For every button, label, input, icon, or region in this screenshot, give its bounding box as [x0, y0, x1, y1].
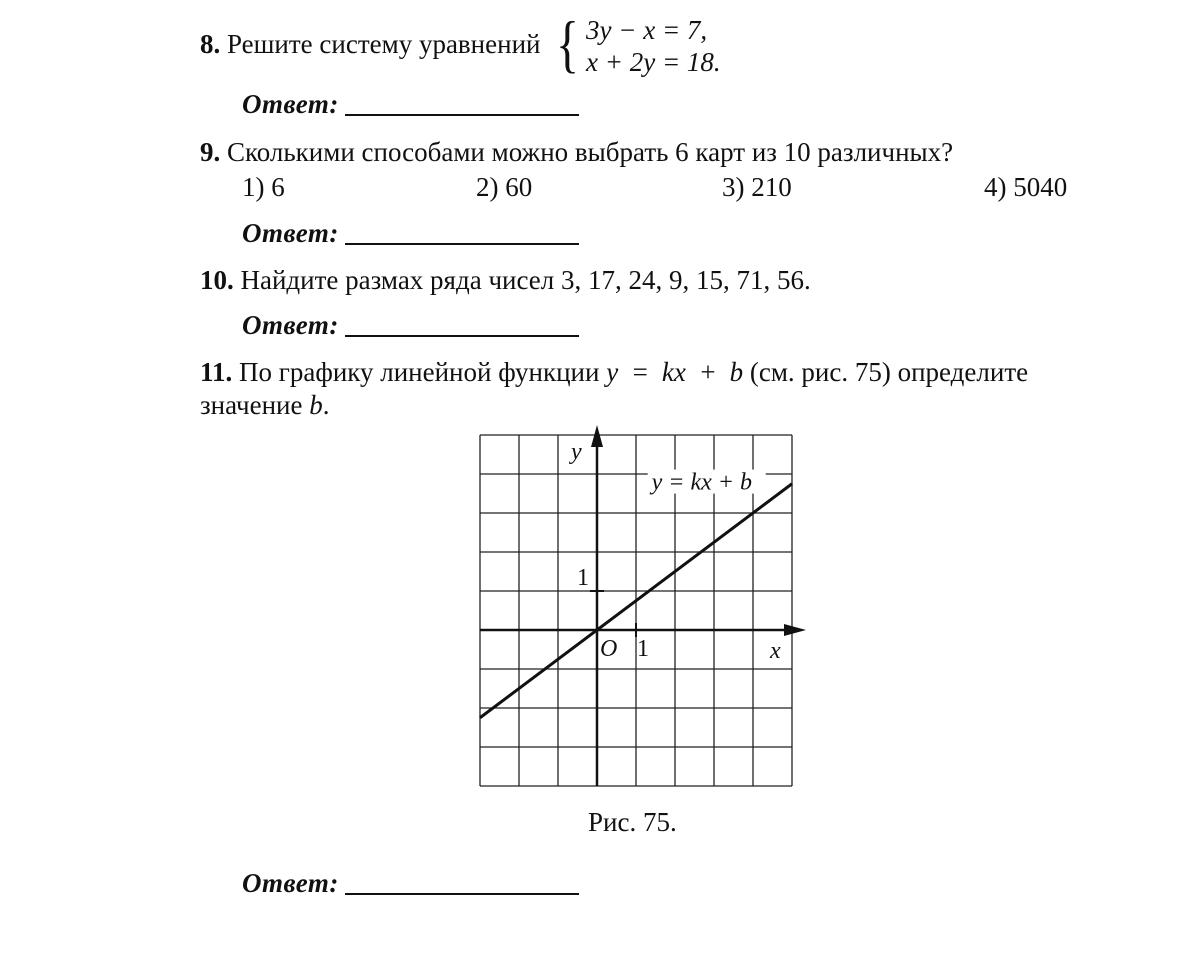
answer-label: Ответ:: [242, 218, 339, 248]
problem-punctuation: .: [322, 390, 330, 420]
problem-8: [200, 28, 540, 60]
problem-10: [200, 264, 811, 296]
option-2[interactable]: 2) 60: [476, 172, 533, 202]
option-3[interactable]: 3) 210: [722, 172, 792, 202]
problem-text: Решите систему уравнений: [227, 29, 541, 59]
answer-label: Ответ:: [242, 89, 339, 119]
system-equation-2: x + 2y = 18.: [586, 47, 721, 77]
problem-11: [200, 356, 1028, 388]
answer-label: Ответ:: [242, 310, 339, 340]
option-1[interactable]: 1) 6: [242, 172, 285, 202]
x-unit-label: 1: [637, 636, 649, 662]
y-unit-label: 1: [577, 565, 589, 591]
graph-figure: [470, 425, 810, 795]
problem-text: Сколькими способами можно выбрать 6 карт из 10 различных?: [227, 137, 954, 167]
problem-text: (см. рис. 75) определите: [749, 357, 1029, 387]
answer-field[interactable]: [345, 335, 579, 337]
problem-number: 8.: [200, 29, 221, 59]
figure-caption: Рис. 75.: [588, 807, 677, 837]
problem-number: 9.: [200, 137, 221, 167]
system-equation-1: 3y − x = 7,: [586, 15, 708, 45]
x-axis-arrow: [784, 624, 806, 636]
problem-variable: b: [309, 390, 323, 420]
problem-number: 11.: [200, 357, 233, 387]
answer-field[interactable]: [345, 114, 579, 116]
system-brace: {: [556, 8, 580, 79]
answer-field[interactable]: [345, 893, 579, 895]
problem-text: значение: [200, 390, 303, 420]
answer-label: Ответ:: [242, 868, 339, 898]
problem-text: По графику линейной функции: [239, 357, 600, 387]
problem-text: Найдите размах ряда чисел 3, 17, 24, 9, 15, 71, 56.: [240, 265, 811, 295]
line-label: y = kx + b: [651, 469, 752, 496]
problem-11-line-2: [200, 389, 329, 421]
x-axis-label: x: [770, 638, 781, 664]
problem-formula: y = kx + b: [606, 357, 744, 387]
y-axis-arrow: [591, 425, 603, 447]
problem-9: [200, 136, 953, 168]
answer-field[interactable]: [345, 243, 579, 245]
y-axis-label: y: [571, 439, 582, 465]
problem-number: 10.: [200, 265, 234, 295]
option-4[interactable]: 4) 5040: [984, 172, 1068, 202]
origin-label: O: [600, 636, 618, 662]
